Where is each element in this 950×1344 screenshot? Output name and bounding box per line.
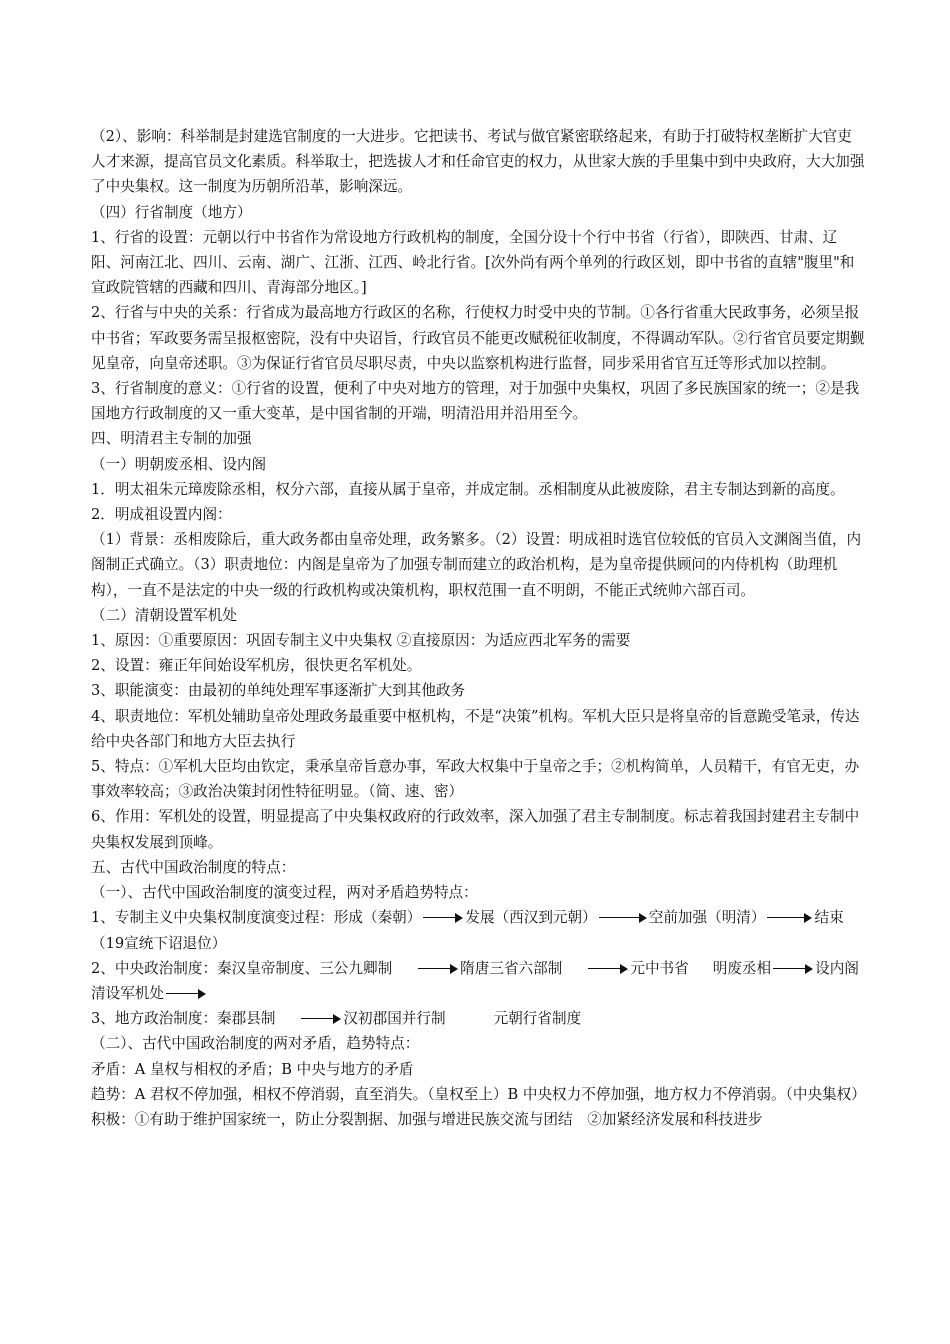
paragraph-neige-detail: （1）背景：丞相废除后，重大政务都由皇帝处理，政务繁多。（2）设置：明成祖时选官位较低的官员入文渊阁当值，内阁制正式确立。（3）职责地位：内阁是皇帝为了加强专制而建立的政治机构，是为皇帝提供顾问的内侍机构（助理机构），一直不是法定的中央一级的行政机构或决策机构，职权范围一直不明朗，不能正式统帅六部百司。 (91, 531, 862, 599)
heading-evolution: （一）、古代中国政治制度的演变过程，两对矛盾趋势特点： (91, 884, 478, 902)
flow1-prefix: 1、专制主义中央集权制度演变过程：形成（秦朝） (91, 909, 422, 927)
flow3-prefix: 3、地方政治制度：秦郡县制 (91, 1010, 276, 1028)
arrow-icon (767, 913, 812, 923)
paragraph-junjichu-reason: 1、原因：①重要原因：巩固专制主义中央集权 ②直接原因：为适应西北军务的需要 (91, 632, 631, 650)
flow3-stage: 元朝行省制度 (493, 1010, 582, 1028)
flow3-stage: 汉初郡国并行制 (343, 1010, 446, 1028)
paragraph-keju-influence: （2）、影响：科举制是封建选官制度的一大进步。它把读书、考试与做官紧密联络起来，有助于打破特权垄断扩大官吏人才来源，提高官员文化素质。科举取士，把选拔人才和任命官吏的权力，从世家大族的手里集中到中央政府，大大加强了中央集权。这一制度为历朝所沿革，影响深远。 (91, 128, 865, 196)
arrow-icon (773, 964, 813, 974)
heading-ming-neige: （一）明朝废丞相、设内阁 (91, 455, 267, 473)
heading-contradictions: （二）、古代中国政治制度的两对矛盾，趋势特点： (91, 1035, 420, 1053)
flow2-stage: 元中书省 (630, 959, 689, 977)
paragraph-trends: 趋势：A 君权不停加强，相权不停消弱，直至消失。（皇权至上）B 中央权力不停加强，地方权力不停消弱。（中央集权） (91, 1085, 866, 1103)
flow1-stage: 发展（西汉到元朝） (465, 909, 597, 927)
document-body (91, 124, 866, 1132)
heading-ming-qing: 四、明清君主专制的加强 (91, 430, 252, 448)
arrow-icon (599, 913, 647, 923)
heading-xingsheng: （四）行省制度（地方） (91, 203, 252, 221)
flow2-stage: 清设军机处 (91, 984, 164, 1002)
paragraph-junjichu-effect: 6、作用：军机处的设置，明显提高了中央集权政府的行政效率，深入加强了君主专制制度。标志着我国封建君主专制中央集权发展到顶峰。 (91, 808, 860, 851)
paragraph-junjichu-features: 5、特点：①军机大臣均由钦定，秉承皇帝旨意办事，军政大权集中于皇帝之手；②机构简单，人员精干，有官无吏，办事效率较高；③政治决策封闭性特征明显。（简、速、密） (91, 758, 860, 801)
flow1-stage: 结束（19宣统下诏退位） (91, 909, 844, 952)
arrow-icon (588, 964, 628, 974)
flow2-stage: 设内阁 (815, 959, 859, 977)
paragraph-ming-taizu: 1．明太祖朱元璋废除丞相，权分六部，直接从属于皇帝，并成定制。丞相制度从此被废除，君主专制达到新的高度。 (91, 480, 845, 498)
paragraph-xingsheng-setup: 1、行省的设置：元朝以行中书省作为常设地方行政机构的制度，全国分设十个行中书省（行省），即陕西、甘肃、辽阳、河南江北、四川、云南、湖广、江浙、江西、岭北行省。[次外尚有两个单列的行政区划，即中书省的直辖"腹里"和宣政院管辖的西藏和四川、青海部分地区。] (91, 228, 855, 297)
heading-features: 五、古代中国政治制度的特点： (91, 858, 296, 876)
flow1-stage: 空前加强（明清） (648, 909, 766, 927)
paragraph-ming-chengzu: 2．明成祖设置内阁： (91, 506, 232, 524)
paragraph-junjichu-role: 4、职责地位：军机处辅助皇帝处理政务最重要中枢机构，不是“决策”机构。军机大臣只是将皇帝的旨意跪受笔录，传达给中央各部门和地方大臣去执行 (91, 707, 860, 750)
flow2-stage: 明废丞相 (712, 959, 772, 977)
flow2-prefix: 2、中央政治制度：秦汉皇帝制度、三公九卿制 (91, 959, 393, 977)
paragraph-junjichu-setup: 2、设置：雍正年间始设军机房，很快更名军机处。 (91, 657, 422, 675)
flow-central-authority (91, 905, 866, 955)
paragraph-xingsheng-meaning: 3、行省制度的意义：①行省的设置，便利了中央对地方的管理，对于加强中央集权，巩固了多民族国家的统一；②是我国地方行政制度的又一重大变革，是中国省制的开端，明清沿用并沿用至今。 (91, 380, 860, 423)
arrow-icon (423, 913, 463, 923)
arrow-icon (166, 989, 206, 999)
flow2-stage: 隋唐三省六部制 (460, 959, 563, 977)
arrow-icon (301, 1014, 341, 1024)
paragraph-contradictions: 矛盾：A 皇权与相权的矛盾；B 中央与地方的矛盾 (91, 1060, 414, 1078)
arrow-icon (418, 964, 458, 974)
flow-local-system (91, 1006, 866, 1031)
paragraph-junjichu-function: 3、职能演变：由最初的单纯处理军事逐渐扩大到其他政务 (91, 682, 466, 700)
flow-central-system (91, 956, 866, 1006)
heading-junjichu: （二）清朝设置军机处 (91, 606, 237, 624)
paragraph-positive: 积极：①有助于维护国家统一，防止分裂割据、加强与增进民族交流与团结 ②加紧经济发展和科技进步 (91, 1110, 763, 1128)
paragraph-xingsheng-relation: 2、行省与中央的关系：行省成为最高地方行政区的名称，行使权力时受中央的节制。①各行省重大民政事务，必须呈报中书省；军政要务需呈报枢密院，没有中央诏旨，行政官员不能更改赋税征收制度，不得调动军队。②行省官员要定期觐见皇帝，向皇帝述职。③为保证行省官员尽职尽责，中央以监察机构进行监督，同步采用省官互迁等形式加以控制。 (91, 304, 865, 372)
